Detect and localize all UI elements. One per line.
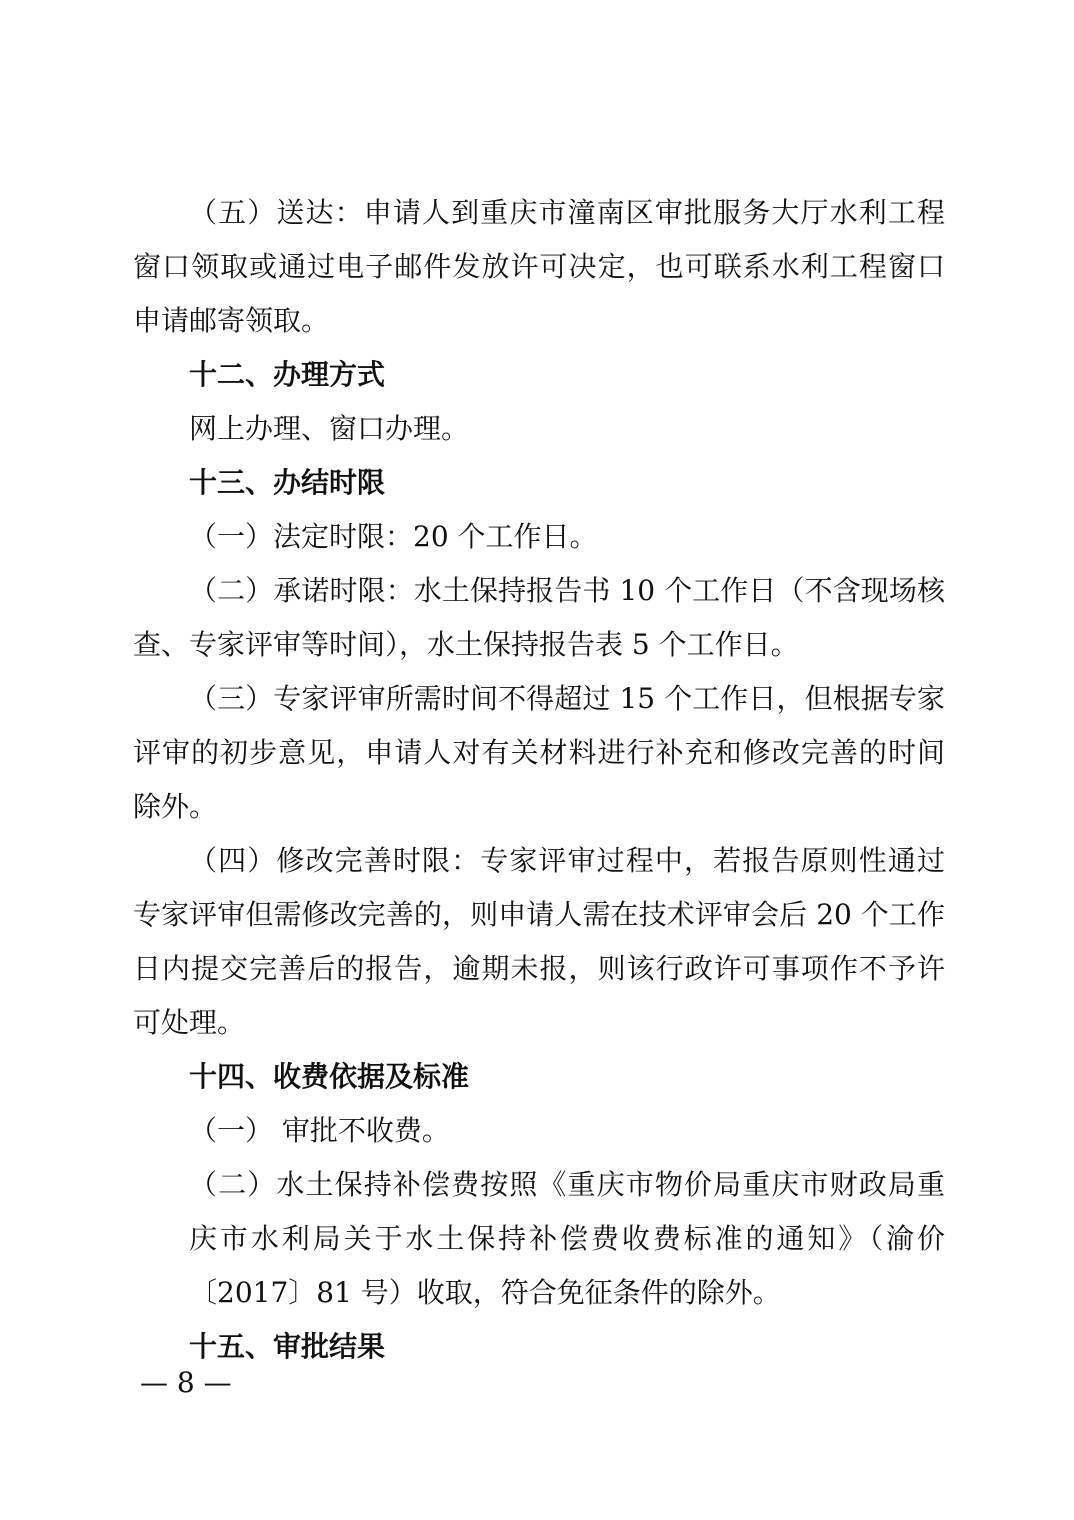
paragraph-expert-review-line-1: （三）专家评审所需时间不得超过 15 个工作日，但根据专家 [189, 682, 945, 715]
paragraph-revision-line-4: 可处理。 [133, 1006, 246, 1039]
section-heading-processing-method: 十二、办理方式 [189, 358, 386, 391]
paragraph-revision-line-1: （四）修改完善时限：专家评审过程中，若报告原则性通过 [189, 844, 945, 877]
paragraph-revision-line-2: 专家评审但需修改完善的，则申请人需在技术评审会后 20 个工作 [133, 898, 945, 931]
paragraph-processing-method: 网上办理、窗口办理。 [189, 412, 470, 445]
paragraph-compensation-fee-line-1: （二）水土保持补偿费按照《重庆市物价局重庆市财政局重 [189, 1168, 945, 1201]
section-heading-time-limit: 十三、办结时限 [189, 466, 386, 499]
paragraph-promised-time-limit-line-2: 查、专家评审等时间），水土保持报告表 5 个工作日。 [133, 628, 799, 661]
section-heading-approval-result: 十五、审批结果 [189, 1330, 386, 1363]
paragraph-delivery-line-3: 申请邮寄领取。 [133, 304, 330, 337]
paragraph-delivery-line-2: 窗口领取或通过电子邮件发放许可决定，也可联系水利工程窗口 [133, 250, 945, 283]
paragraph-delivery-line-1: （五）送达：申请人到重庆市潼南区审批服务大厅水利工程 [189, 196, 945, 229]
page-number: — 8 — [140, 1366, 232, 1399]
paragraph-compensation-fee-line-2: 庆市水利局关于水土保持补偿费收费标准的通知》（渝价 [189, 1222, 945, 1255]
paragraph-legal-time-limit: （一）法定时限：20 个工作日。 [189, 520, 598, 553]
paragraph-expert-review-line-2: 评审的初步意见，申请人对有关材料进行补充和修改完善的时间 [133, 736, 945, 769]
section-heading-fees: 十四、收费依据及标准 [189, 1060, 470, 1093]
paragraph-revision-line-3: 日内提交完善后的报告，逾期未报，则该行政许可事项作不予许 [133, 952, 945, 985]
paragraph-promised-time-limit-line-1: （二）承诺时限：水土保持报告书 10 个工作日（不含现场核 [189, 574, 945, 607]
paragraph-expert-review-line-3: 除外。 [133, 790, 218, 823]
paragraph-compensation-fee-line-3: 〔2017〕81 号）收取，符合免征条件的除外。 [189, 1276, 781, 1309]
paragraph-fee-free: （一） 审批不收费。 [189, 1114, 450, 1147]
